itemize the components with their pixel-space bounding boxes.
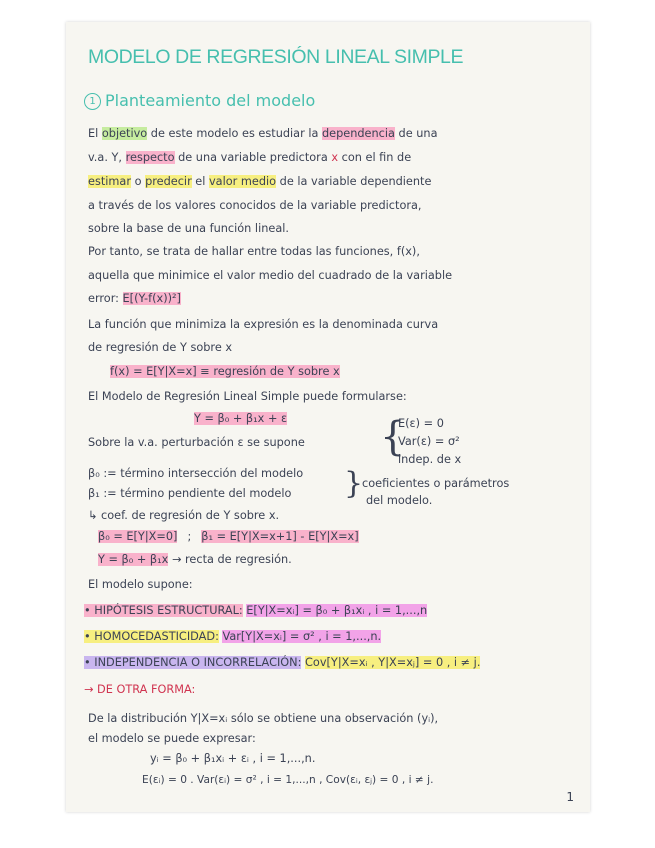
- page-title: MODELO DE REGRESIÓN LINEAL SIMPLE: [88, 46, 464, 68]
- regression-coef-note: ↳ coef. de regresión de Y sobre x.: [88, 509, 280, 522]
- regression-curve-formula: f(x) = E[Y|X=x] ≡ regresión de Y sobre x: [110, 365, 340, 378]
- hypothesis-independence: • INDEPENDENCIA O INCORRELACIÓN: Cov[Y|X=xᵢ , Y|X=xⱼ] = 0 , i ≠ j.: [84, 656, 481, 669]
- model-equation: Y = β₀ + β₁x + ε: [194, 412, 288, 425]
- hypothesis-structural: • HIPÓTESIS ESTRUCTURAL: E[Y|X=xᵢ] = β₀ + β₁xᵢ , i = 1,...,n: [84, 604, 428, 617]
- condition-expectation: E(ε) = 0: [398, 417, 444, 430]
- para1-line3: estimar o predecir el valor medio de la variable dependiente: [88, 175, 432, 188]
- para3-line1: La función que minimiza la expresión es la denominada curva: [88, 318, 439, 331]
- condition-variance: Var(ε) = σ²: [398, 435, 460, 448]
- beta0-definition: β₀ := término intersección del modelo: [88, 467, 304, 480]
- other-form-heading: → DE OTRA FORMA:: [84, 683, 196, 696]
- right-brace: }: [344, 466, 364, 501]
- beta-interpretations: β₀ = E[Y|X=0] ; β₁ = E[Y|X=x+1] - E[Y|X=x]: [98, 530, 359, 543]
- page-number: 1: [566, 790, 574, 804]
- para1-line2: v.a. Y, respecto de una variable predictora x con el fin de: [88, 151, 412, 164]
- para2-line1: Por tanto, se trata de hallar entre todas las funciones, f(x),: [88, 245, 420, 258]
- condition-independence: indep. de x: [398, 453, 462, 466]
- beta1-definition: β₁ := término pendiente del modelo: [88, 487, 292, 500]
- section-label: Planteamiento del modelo: [105, 91, 316, 110]
- highlight-error-formula: E[(Y-f(x))²]: [122, 292, 181, 305]
- para2-line2: aquella que minimice el valor medio del cuadrado de la variable: [88, 269, 453, 282]
- left-brace: {: [380, 414, 406, 460]
- hypothesis-homoscedasticity: • HOMOCEDASTICIDAD: Var[Y|X=xᵢ] = σ² , i = 1,...,n.: [84, 630, 382, 643]
- model-intro: El Modelo de Regresión Lineal Simple puede formularse:: [88, 390, 407, 403]
- section-heading: [84, 93, 315, 110]
- notebook-page: [66, 22, 590, 812]
- perturbation-text: Sobre la v.a. perturbación ε se supone: [88, 436, 305, 449]
- other-form-line1: De la distribución Y|X=xᵢ sólo se obtiene una observación (yᵢ),: [88, 712, 439, 725]
- other-form-line2: el modelo se puede expresar:: [88, 732, 256, 745]
- assumptions-intro: El modelo supone:: [88, 578, 193, 591]
- highlight-estimar: estimar: [88, 175, 131, 188]
- para2-line3: error: E[(Y-f(x))²]: [88, 292, 181, 305]
- para1-line5: sobre la base de una función lineal.: [88, 222, 289, 235]
- para1-line4: a través de los valores conocidos de la variable predictora,: [88, 199, 422, 212]
- highlight-respecto: respecto: [125, 151, 175, 164]
- section-number: 1: [84, 93, 101, 110]
- error-assumptions-equation: E(εᵢ) = 0 . Var(εᵢ) = σ² , i = 1,...,n , Cov(εᵢ, εⱼ) = 0 , i ≠ j.: [142, 774, 434, 786]
- params-label-line1: coeficientes o parámetros: [362, 477, 510, 490]
- highlight-predecir: predecir: [145, 175, 192, 188]
- highlight-dependencia: dependencia: [321, 127, 395, 140]
- observation-model-equation: yᵢ = β₀ + β₁xᵢ + εᵢ , i = 1,...,n.: [150, 752, 316, 765]
- params-label-line2: del modelo.: [366, 494, 433, 507]
- regression-line: Y = β₀ + β₁x → recta de regresión.: [98, 553, 292, 566]
- highlight-objetivo: objetivo: [101, 127, 148, 140]
- para1-line1: El objetivo de este modelo es estudiar la dependencia de una: [88, 127, 438, 140]
- highlight-valor-medio: valor medio: [209, 175, 277, 188]
- para3-line2: de regresión de Y sobre x: [88, 341, 233, 354]
